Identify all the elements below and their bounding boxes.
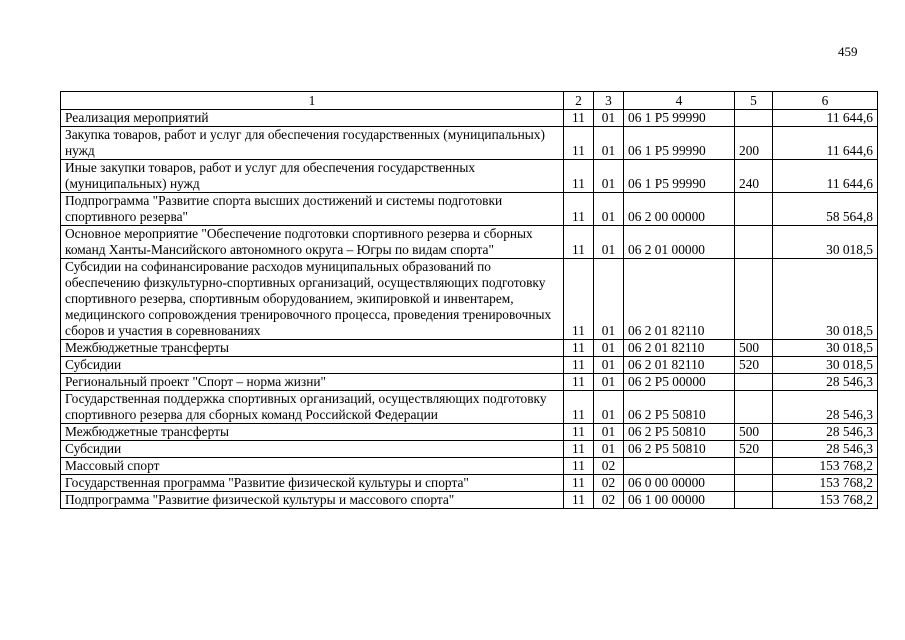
subsection-code-cell: 01 bbox=[594, 226, 624, 259]
row-name-cell: Закупка товаров, работ и услуг для обеспечения государственных (муниципальных) нужд bbox=[61, 127, 564, 160]
target-article-cell: 06 1 Р5 99990 bbox=[624, 110, 735, 127]
row-name-cell: Субсидии на софинансирование расходов муниципальных образований по обеспечению физкультурно-спортивных организаций, осуществляющих подготовку спортивного резерва, спортивным оборудованием, экипировкой и инвентарем, медицинского сопровождения тренировочного процесса, проведения тренировочных сборов и участия в соревнованиях bbox=[61, 259, 564, 340]
subsection-code-cell: 02 bbox=[594, 475, 624, 492]
target-article-cell: 06 2 01 00000 bbox=[624, 226, 735, 259]
target-article-cell: 06 1 Р5 99990 bbox=[624, 127, 735, 160]
section-code-cell: 11 bbox=[564, 441, 594, 458]
column-header: 6 bbox=[773, 92, 878, 110]
target-article-cell: 06 2 Р5 00000 bbox=[624, 374, 735, 391]
expense-type-cell bbox=[735, 374, 773, 391]
target-article-cell: 06 2 Р5 50810 bbox=[624, 441, 735, 458]
table-header-row bbox=[61, 92, 878, 110]
target-article-cell: 06 2 01 82110 bbox=[624, 340, 735, 357]
expense-type-cell bbox=[735, 193, 773, 226]
subsection-code-cell: 01 bbox=[594, 441, 624, 458]
expense-type-cell: 520 bbox=[735, 357, 773, 374]
table-row bbox=[61, 391, 878, 424]
table-row bbox=[61, 110, 878, 127]
row-name-cell: Подпрограмма "Развитие физической культуры и массового спорта" bbox=[61, 492, 564, 509]
amount-cell: 153 768,2 bbox=[773, 475, 878, 492]
amount-cell: 30 018,5 bbox=[773, 226, 878, 259]
row-name-cell: Массовый спорт bbox=[61, 458, 564, 475]
subsection-code-cell: 01 bbox=[594, 160, 624, 193]
table-row bbox=[61, 441, 878, 458]
amount-cell: 30 018,5 bbox=[773, 340, 878, 357]
column-header: 3 bbox=[594, 92, 624, 110]
expense-type-cell bbox=[735, 259, 773, 340]
subsection-code-cell: 01 bbox=[594, 259, 624, 340]
subsection-code-cell: 01 bbox=[594, 110, 624, 127]
expense-type-cell: 240 bbox=[735, 160, 773, 193]
subsection-code-cell: 01 bbox=[594, 424, 624, 441]
row-name-cell: Региональный проект "Спорт – норма жизни" bbox=[61, 374, 564, 391]
amount-cell: 30 018,5 bbox=[773, 357, 878, 374]
table-row bbox=[61, 357, 878, 374]
table-row bbox=[61, 475, 878, 492]
table-row bbox=[61, 340, 878, 357]
target-article-cell: 06 1 Р5 99990 bbox=[624, 160, 735, 193]
column-header: 5 bbox=[735, 92, 773, 110]
amount-cell: 28 546,3 bbox=[773, 441, 878, 458]
section-code-cell: 11 bbox=[564, 391, 594, 424]
row-name-cell: Межбюджетные трансферты bbox=[61, 424, 564, 441]
section-code-cell: 11 bbox=[564, 374, 594, 391]
expense-type-cell bbox=[735, 492, 773, 509]
section-code-cell: 11 bbox=[564, 127, 594, 160]
amount-cell: 153 768,2 bbox=[773, 492, 878, 509]
row-name-cell: Государственная программа "Развитие физической культуры и спорта" bbox=[61, 475, 564, 492]
table-row bbox=[61, 160, 878, 193]
expense-type-cell bbox=[735, 226, 773, 259]
subsection-code-cell: 01 bbox=[594, 391, 624, 424]
subsection-code-cell: 01 bbox=[594, 374, 624, 391]
row-name-cell: Подпрограмма "Развитие спорта высших достижений и системы подготовки спортивного резерва" bbox=[61, 193, 564, 226]
column-header: 4 bbox=[624, 92, 735, 110]
row-name-cell: Основное мероприятие "Обеспечение подготовки спортивного резерва и сборных команд Ханты-Мансийского автономного округа – Югры по видам спорта" bbox=[61, 226, 564, 259]
section-code-cell: 11 bbox=[564, 110, 594, 127]
target-article-cell: 06 0 00 00000 bbox=[624, 475, 735, 492]
expense-type-cell: 200 bbox=[735, 127, 773, 160]
expense-type-cell: 500 bbox=[735, 340, 773, 357]
amount-cell: 11 644,6 bbox=[773, 160, 878, 193]
amount-cell: 11 644,6 bbox=[773, 127, 878, 160]
expense-type-cell: 500 bbox=[735, 424, 773, 441]
section-code-cell: 11 bbox=[564, 340, 594, 357]
section-code-cell: 11 bbox=[564, 357, 594, 374]
amount-cell: 28 546,3 bbox=[773, 374, 878, 391]
section-code-cell: 11 bbox=[564, 424, 594, 441]
table-row bbox=[61, 374, 878, 391]
expense-type-cell bbox=[735, 391, 773, 424]
subsection-code-cell: 01 bbox=[594, 193, 624, 226]
page-number: 459 bbox=[838, 44, 858, 59]
subsection-code-cell: 01 bbox=[594, 340, 624, 357]
amount-cell: 30 018,5 bbox=[773, 259, 878, 340]
row-name-cell: Государственная поддержка спортивных организаций, осуществляющих подготовку спортивного резерва для сборных команд Российской Федерации bbox=[61, 391, 564, 424]
table-body bbox=[61, 110, 878, 509]
expense-type-cell bbox=[735, 110, 773, 127]
table-row bbox=[61, 127, 878, 160]
amount-cell: 28 546,3 bbox=[773, 391, 878, 424]
subsection-code-cell: 01 bbox=[594, 127, 624, 160]
target-article-cell: 06 2 Р5 50810 bbox=[624, 424, 735, 441]
target-article-cell bbox=[624, 458, 735, 475]
target-article-cell: 06 2 00 00000 bbox=[624, 193, 735, 226]
amount-cell: 153 768,2 bbox=[773, 458, 878, 475]
table-row bbox=[61, 458, 878, 475]
section-code-cell: 11 bbox=[564, 160, 594, 193]
table-row bbox=[61, 424, 878, 441]
target-article-cell: 06 1 00 00000 bbox=[624, 492, 735, 509]
target-article-cell: 06 2 Р5 50810 bbox=[624, 391, 735, 424]
table-row bbox=[61, 492, 878, 509]
column-header: 1 bbox=[61, 92, 564, 110]
subsection-code-cell: 02 bbox=[594, 458, 624, 475]
target-article-cell: 06 2 01 82110 bbox=[624, 357, 735, 374]
expense-type-cell bbox=[735, 458, 773, 475]
row-name-cell: Межбюджетные трансферты bbox=[61, 340, 564, 357]
row-name-cell: Иные закупки товаров, работ и услуг для обеспечения государственных (муниципальных) нужд bbox=[61, 160, 564, 193]
expense-type-cell bbox=[735, 475, 773, 492]
section-code-cell: 11 bbox=[564, 259, 594, 340]
column-header: 2 bbox=[564, 92, 594, 110]
budget-table bbox=[60, 91, 878, 509]
section-code-cell: 11 bbox=[564, 492, 594, 509]
section-code-cell: 11 bbox=[564, 193, 594, 226]
table-row bbox=[61, 226, 878, 259]
table-row bbox=[61, 193, 878, 226]
amount-cell: 58 564,8 bbox=[773, 193, 878, 226]
table-row bbox=[61, 259, 878, 340]
expense-type-cell: 520 bbox=[735, 441, 773, 458]
amount-cell: 11 644,6 bbox=[773, 110, 878, 127]
subsection-code-cell: 01 bbox=[594, 357, 624, 374]
section-code-cell: 11 bbox=[564, 226, 594, 259]
amount-cell: 28 546,3 bbox=[773, 424, 878, 441]
section-code-cell: 11 bbox=[564, 458, 594, 475]
row-name-cell: Субсидии bbox=[61, 441, 564, 458]
row-name-cell: Субсидии bbox=[61, 357, 564, 374]
section-code-cell: 11 bbox=[564, 475, 594, 492]
row-name-cell: Реализация мероприятий bbox=[61, 110, 564, 127]
target-article-cell: 06 2 01 82110 bbox=[624, 259, 735, 340]
subsection-code-cell: 02 bbox=[594, 492, 624, 509]
